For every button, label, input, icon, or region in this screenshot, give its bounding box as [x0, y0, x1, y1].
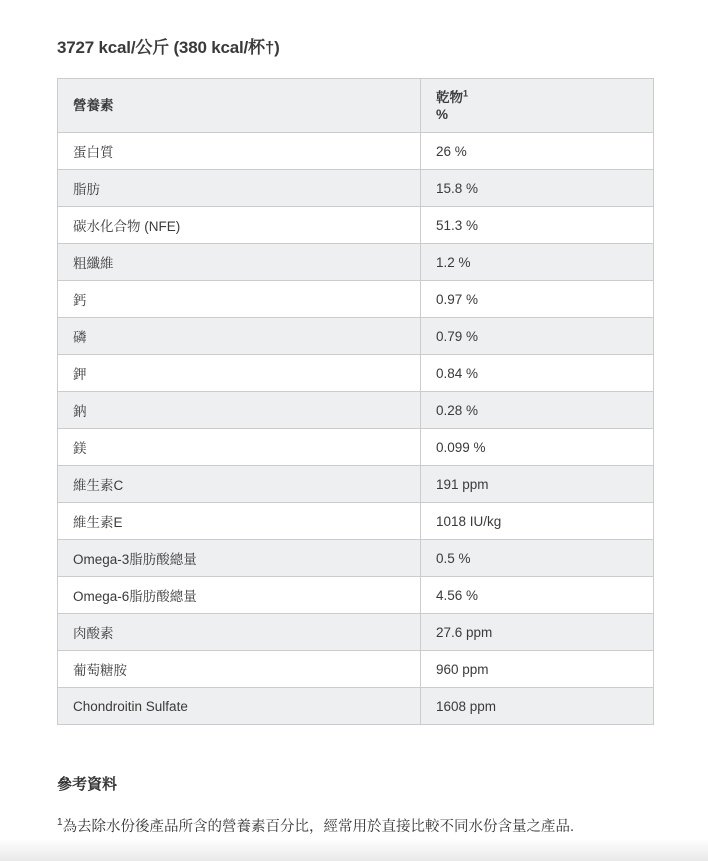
calorie-heading: 3727 kcal/公斤 (380 kcal/杯†) [57, 38, 280, 57]
nutrient-name: 磷 [58, 318, 421, 355]
nutrient-name: 維生素E [58, 503, 421, 540]
bottom-fade [0, 839, 708, 861]
nutrient-value: 0.099 % [421, 429, 654, 466]
nutrient-name: 肉酸素 [58, 614, 421, 651]
table-row [58, 651, 654, 688]
table-row [58, 281, 654, 318]
nutrient-name: 蛋白質 [58, 133, 421, 170]
table-row [58, 392, 654, 429]
nutrient-value: 51.3 % [421, 207, 654, 244]
nutrient-name: 葡萄糖胺 [58, 651, 421, 688]
nutrient-name: 脂肪 [58, 170, 421, 207]
nutrient-name: 粗纖維 [58, 244, 421, 281]
nutrient-value: 0.79 % [421, 318, 654, 355]
nutrient-name: 鉀 [58, 355, 421, 392]
dry-matter-label: 乾物 [436, 89, 463, 105]
nutrient-name: 鈣 [58, 281, 421, 318]
table-row [58, 170, 654, 207]
table-row [58, 244, 654, 281]
nutrient-name: Omega-6脂肪酸總量 [58, 577, 421, 614]
table-row [58, 207, 654, 244]
table-row [58, 614, 654, 651]
nutrient-name: Omega-3脂肪酸總量 [58, 540, 421, 577]
nutrient-value: 0.97 % [421, 281, 654, 318]
nutrient-value: 960 ppm [421, 651, 654, 688]
dry-matter-unit: % [436, 106, 449, 122]
nutrient-table [57, 78, 654, 725]
nutrient-value: 26 % [421, 133, 654, 170]
nutrient-value: 1018 IU/kg [421, 503, 654, 540]
table-row [58, 688, 654, 725]
nutrient-column-header: 營養素 [58, 79, 421, 133]
dry-matter-footnote-marker: 1 [463, 88, 469, 98]
nutrient-name: 碳水化合物 (NFE) [58, 207, 421, 244]
nutrient-name: 鎂 [58, 429, 421, 466]
nutrient-name: Chondroitin Sulfate [58, 688, 421, 725]
table-row [58, 577, 654, 614]
table-row [58, 133, 654, 170]
footnote-marker: 1 [57, 817, 63, 829]
table-row [58, 503, 654, 540]
nutrient-value: 15.8 % [421, 170, 654, 207]
dry-matter-column-header [421, 79, 654, 133]
table-row [58, 540, 654, 577]
nutrient-value: 0.5 % [421, 540, 654, 577]
nutrient-name: 維生素C [58, 466, 421, 503]
references-title: 參考資料 [57, 776, 118, 793]
nutrient-value: 1.2 % [421, 244, 654, 281]
nutrient-value: 0.84 % [421, 355, 654, 392]
nutrient-name: 鈉 [58, 392, 421, 429]
table-row [58, 429, 654, 466]
nutrient-value: 4.56 % [421, 577, 654, 614]
table-row [58, 318, 654, 355]
table-row [58, 355, 654, 392]
nutrient-value: 27.6 ppm [421, 614, 654, 651]
nutrient-value: 1608 ppm [421, 688, 654, 725]
footnote-text: 為去除水份後產品所含的營養素百分比，經常用於直接比較不同水份含量之產品. [62, 819, 575, 835]
nutrient-value: 0.28 % [421, 392, 654, 429]
table-row [58, 466, 654, 503]
table-header-row [58, 79, 654, 133]
references-footnote [57, 815, 574, 836]
nutrient-value: 191 ppm [421, 466, 654, 503]
